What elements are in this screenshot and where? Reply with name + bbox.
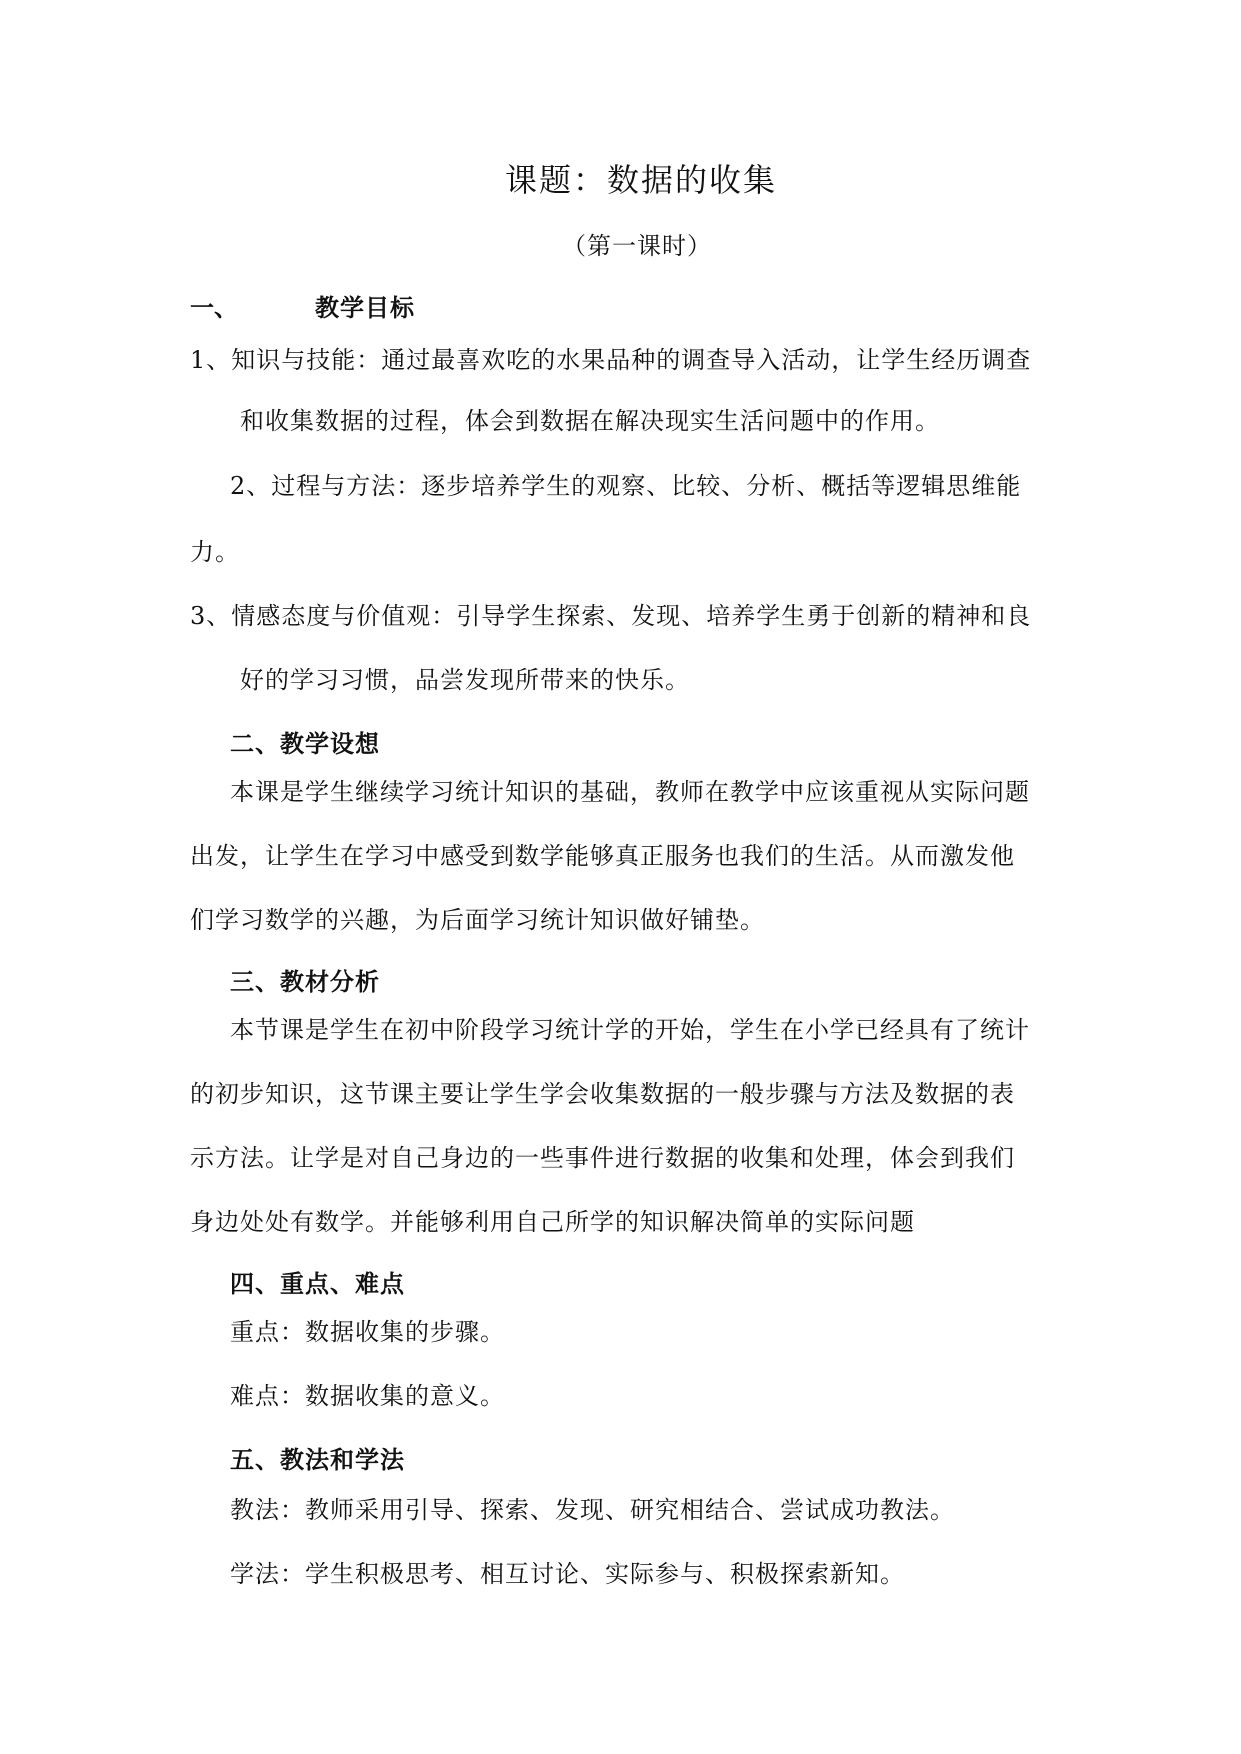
section2-line1: 本课是学生继续学习统计知识的基础，教师在教学中应该重视从实际问题 <box>230 778 1030 806</box>
section1-item2-line1: 2、过程与方法：逐步培养学生的观察、比较、分析、概括等逻辑思维能 <box>230 472 1022 500</box>
section1-item3-line2: 好的学习习惯，品尝发现所带来的快乐。 <box>240 666 690 694</box>
section1-item2-line2: 力。 <box>190 538 240 566</box>
section3-line3: 示方法。让学是对自己身边的一些事件进行数据的收集和处理，体会到我们 <box>190 1144 1015 1172</box>
section3-line2: 的初步知识，这节课主要让学生学会收集数据的一般步骤与方法及数据的表 <box>190 1080 1015 1108</box>
document-title: 课题：数据的收集 <box>505 161 778 199</box>
section1-item3-line1: 3、情感态度与价值观：引导学生探索、发现、培养学生勇于创新的精神和良 <box>190 602 1032 630</box>
section4-line2: 难点：数据收集的意义。 <box>230 1382 505 1410</box>
section1-item1-line1: 1、知识与技能：通过最喜欢吃的水果品种的调查导入活动，让学生经历调查 <box>190 346 1032 374</box>
section5-line2: 学法：学生积极思考、相互讨论、实际参与、积极探索新知。 <box>230 1560 905 1588</box>
section3-heading: 三、教材分析 <box>230 967 380 996</box>
section4-line1: 重点：数据收集的步骤。 <box>230 1318 505 1346</box>
section3-line1: 本节课是学生在初中阶段学习统计学的开始，学生在小学已经具有了统计 <box>230 1016 1030 1044</box>
section2-heading: 二、教学设想 <box>230 729 380 758</box>
section3-line4: 身边处处有数学。并能够利用自己所学的知识解决简单的实际问题 <box>190 1208 915 1236</box>
section1-number: 一、 <box>190 293 238 322</box>
section2-line3: 们学习数学的兴趣，为后面学习统计知识做好铺垫。 <box>190 906 765 934</box>
section5-line1: 教法：教师采用引导、探索、发现、研究相结合、尝试成功教法。 <box>230 1496 955 1524</box>
section1-heading: 教学目标 <box>315 293 415 322</box>
section1-item1-line2: 和收集数据的过程，体会到数据在解决现实生活问题中的作用。 <box>240 407 940 435</box>
document-subtitle: （第一课时） <box>562 232 712 260</box>
section2-line2: 出发，让学生在学习中感受到数学能够真正服务也我们的生活。从而激发他 <box>190 842 1015 870</box>
section4-heading: 四、重点、难点 <box>230 1269 405 1298</box>
section5-heading: 五、教法和学法 <box>230 1445 405 1474</box>
